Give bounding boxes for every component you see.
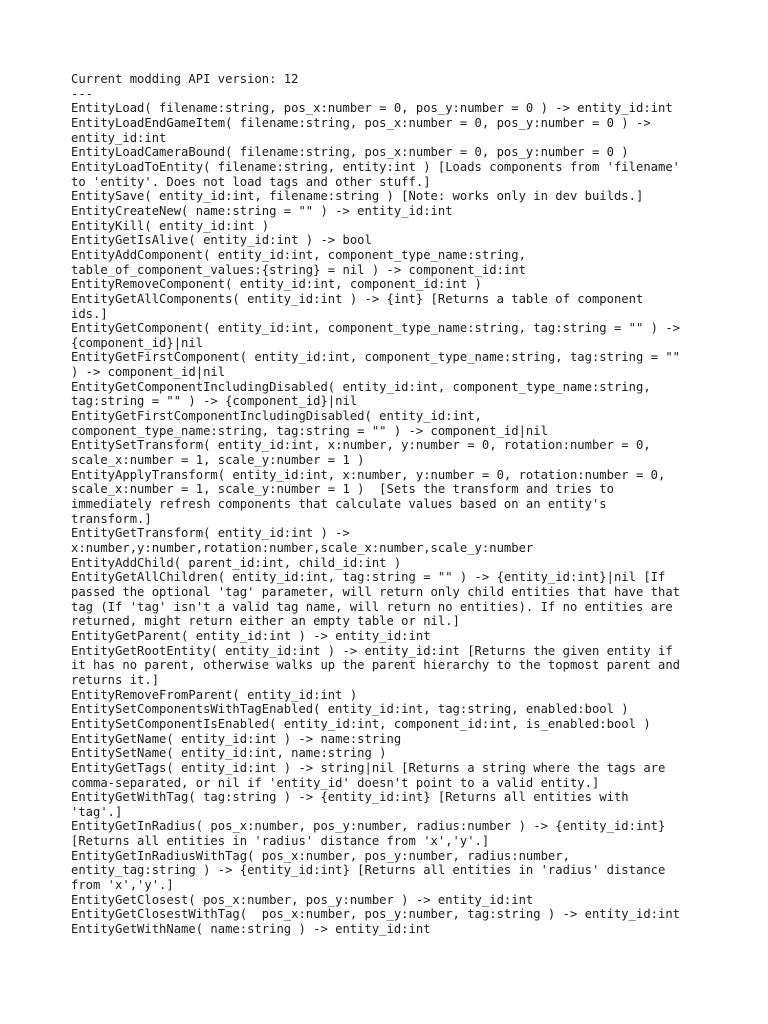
api-function-line: EntityGetWithTag( tag:string ) -> {entity_id:int} [Returns all entities with — [71, 790, 629, 805]
api-function-line: EntityGetClosestWithTag( pos_x:number, pos_y:number, tag:string ) -> entity_id:int — [71, 907, 681, 922]
api-function-line: EntityAddComponent( entity_id:int, component_type_name:string, — [71, 247, 526, 262]
api-function-line: transform.] — [71, 511, 152, 526]
api-function-line: EntityGetTransform( entity_id:int ) -> — [71, 526, 350, 541]
api-function-line: comma-separated, or nil if 'entity_id' doesn't point to a valid entity.] — [71, 775, 600, 790]
api-function-line: table_of_component_values:{string} = nil ) -> component_id:int — [71, 262, 526, 277]
api-function-line: tag:string = "" ) -> {component_id}|nil — [71, 394, 358, 409]
api-function-line: scale_x:number = 1, scale_y:number = 1 ) [Sets the transform and tries to — [71, 482, 614, 497]
api-function-line: EntityAddChild( parent_id:int, child_id:int ) — [71, 555, 402, 570]
api-function-line: returns it.] — [71, 672, 160, 687]
api-function-line: EntityGetInRadiusWithTag( pos_x:number, pos_y:number, radius:number, — [71, 848, 570, 863]
api-function-line: EntityGetParent( entity_id:int ) -> entity_id:int — [71, 628, 431, 643]
api-function-line: EntityGetWithName( name:string ) -> entity_id:int — [71, 922, 431, 937]
api-function-line: EntitySetComponentsWithTagEnabled( entity_id:int, tag:string, enabled:bool ) — [71, 702, 629, 717]
api-function-line: ) -> component_id|nil — [71, 365, 226, 380]
api-function-line: ids.] — [71, 306, 108, 321]
api-function-line: [Returns all entities in 'radius' distance from 'x','y'.] — [71, 834, 490, 849]
api-function-line: EntityCreateNew( name:string = "" ) -> entity_id:int — [71, 203, 453, 218]
api-function-line: EntityLoadToEntity( filename:string, entity:int ) [Loads components from 'filename' — [71, 159, 681, 174]
api-function-line: EntitySave( entity_id:int, filename:string ) [Note: works only in dev builds.] — [71, 189, 644, 204]
api-function-line: EntityLoadCameraBound( filename:string, pos_x:number = 0, pos_y:number = 0 ) — [71, 145, 629, 160]
api-function-line: it has no parent, otherwise walks up the parent hierarchy to the topmost parent and — [71, 658, 681, 673]
api-version-line: Current modding API version: 12 — [71, 72, 299, 86]
api-function-line: from 'x','y'.] — [71, 878, 174, 893]
api-function-line: passed the optional 'tag' parameter, will return only child entities that have that — [71, 584, 681, 599]
api-function-line: x:number,y:number,rotation:number,scale_x:number,scale_y:number — [71, 541, 534, 555]
api-function-line: entity_tag:string ) -> {entity_id:int} [Returns all entities in 'radius' distance — [71, 863, 666, 878]
api-function-line: EntitySetName( entity_id:int, name:string ) — [71, 746, 387, 761]
api-function-line: EntityLoadEndGameItem( filename:string, pos_x:number = 0, pos_y:number = 0 ) -> — [71, 115, 651, 130]
api-function-line: tag (If 'tag' isn't a valid tag name, will return no entities). If no entities are — [71, 599, 673, 614]
api-function-line: EntityGetName( entity_id:int ) -> name:string — [71, 731, 402, 746]
api-function-line: EntityGetRootEntity( entity_id:int ) -> entity_id:int [Returns the given entity if — [71, 643, 673, 658]
api-function-line: to 'entity'. Does not load tags and other stuff.] — [71, 174, 431, 189]
api-function-line: EntityGetIsAlive( entity_id:int ) -> bool — [71, 233, 372, 248]
api-function-line: {component_id}|nil — [71, 335, 204, 350]
api-function-line: EntityGetFirstComponent( entity_id:int, component_type_name:string, tag:string = "" — [71, 350, 681, 365]
api-function-line: EntityRemoveComponent( entity_id:int, component_id:int ) — [71, 277, 482, 292]
api-function-line: EntityGetTags( entity_id:int ) -> string|nil [Returns a string where the tags are — [71, 760, 666, 775]
api-function-line: EntityKill( entity_id:int ) — [71, 218, 270, 233]
api-function-line: immediately refresh components that calculate values based on an entity's — [71, 497, 607, 512]
api-function-line: returned, might return either an empty table or nil.] — [71, 614, 460, 629]
api-function-line: EntityRemoveFromParent( entity_id:int ) — [71, 687, 358, 702]
api-function-line: EntitySetTransform( entity_id:int, x:number, y:number = 0, rotation:number = 0, — [71, 438, 651, 453]
api-function-line: EntityGetAllComponents( entity_id:int ) -> {int} [Returns a table of component — [71, 291, 644, 306]
api-function-line: EntityApplyTransform( entity_id:int, x:number, y:number = 0, rotation:number = 0, — [71, 467, 666, 482]
api-function-line: entity_id:int — [71, 130, 167, 145]
api-function-line: EntityGetClosest( pos_x:number, pos_y:number ) -> entity_id:int — [71, 892, 534, 907]
api-function-line: EntityGetAllChildren( entity_id:int, tag:string = "" ) -> {entity_id:int}|nil [If — [71, 570, 666, 585]
api-function-line: EntityGetComponent( entity_id:int, component_type_name:string, tag:string = "" ) -> — [71, 321, 681, 336]
api-function-line: component_type_name:string, tag:string = "" ) -> component_id|nil — [71, 423, 548, 438]
separator-line: --- — [71, 86, 94, 101]
api-function-line: scale_x:number = 1, scale_y:number = 1 ) — [71, 453, 365, 468]
api-function-line: EntityGetInRadius( pos_x:number, pos_y:number, radius:number ) -> {entity_id:int} — [71, 819, 666, 834]
api-function-line: EntityGetFirstComponentIncludingDisabled( entity_id:int, — [71, 409, 482, 424]
api-function-line: EntityLoad( filename:string, pos_x:number = 0, pos_y:number = 0 ) -> entity_id:int — [71, 101, 673, 116]
api-function-line: 'tag'.] — [71, 804, 123, 819]
api-document-text — [71, 72, 711, 937]
api-function-line: EntityGetComponentIncludingDisabled( entity_id:int, component_type_name:string, — [71, 379, 651, 394]
api-function-line: EntitySetComponentIsEnabled( entity_id:int, component_id:int, is_enabled:bool ) — [71, 716, 651, 731]
